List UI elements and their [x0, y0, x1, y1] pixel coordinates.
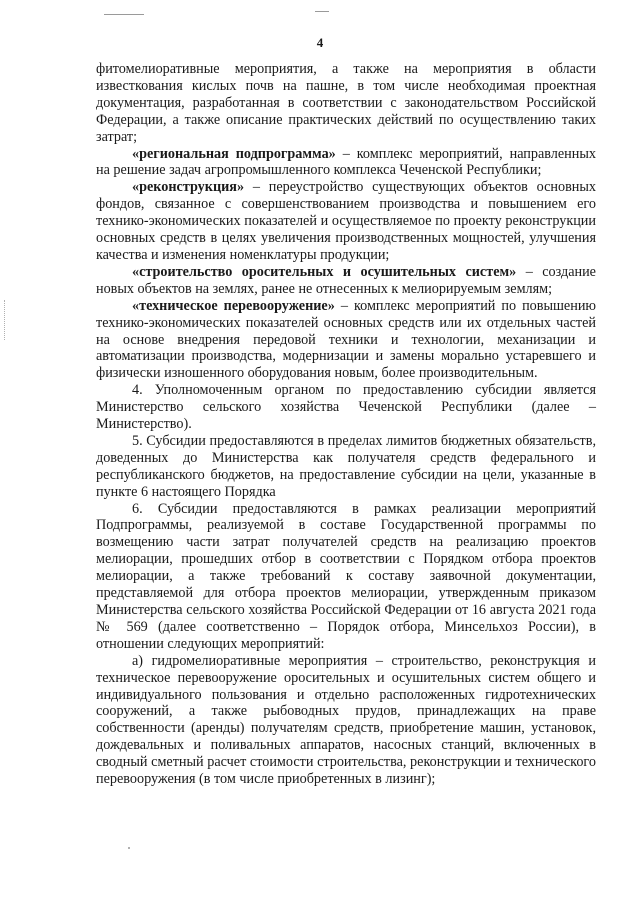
scan-speck — [128, 847, 130, 849]
paragraph-1: «региональная подпрограмма» – комплекс мероприятий, направленных на решение задач агропромышленного комплекса Чеченской Республики; — [96, 145, 596, 179]
term-bold: «региональная подпрограмма» — [132, 145, 336, 162]
document-body — [96, 61, 596, 788]
term-bold: «строительство оросительных и осушительных систем» — [132, 263, 517, 280]
paragraph-8: а) гидромелиоративные мероприятия – строительство, реконструкция и техническое перевооружение оросительных и осушительных систем общего и индивидуального пользования и отдельно расположенных гидротехнических сооружений, а также рыбоводных прудов, принадлежащих на праве собственности (аренды) получателям средств, приобретение машин, установок, дождевальных и поливальных аппаратов, насосных станций, включенных в сводный сметный расчет стоимости строительства, реконструкции и технического перевооружения (в том числе приобретенных в лизинг); — [96, 652, 596, 788]
scan-edge-mark — [4, 300, 7, 340]
scan-mark-center — [315, 11, 329, 12]
paragraph-4: «техническое перевооружение» – комплекс мероприятий по повышению технико-экономических показателей основных средств или их отдельных частей на основе внедрения передовой техники и технологии, механизации и автоматизации производства, модернизации и замены морально устаревшего и физически изношенного оборудования новым, более производительным. — [96, 297, 597, 382]
page-number: 4 — [316, 35, 324, 50]
paragraph-7: 6. Субсидии предоставляются в рамках реализации мероприятий Подпрограммы, реализуемой в составе Государственной программы по возмещению части затрат получателей средств на реализацию проектов мелиорации, прошедших отбор в соответствии с Порядком отбора проектов мелиорации, а также требований к составу заявочной документации, представляемой для отбора проектов мелиорации, утвержденным приказом Министерства сельского хозяйства Российской Федерации от 16 августа 2021 года № 569 (далее соответственно – Порядок отбора, Минсельхоз России), в отношении следующих мероприятий: — [96, 500, 596, 652]
term-bold: «техническое перевооружение» — [132, 297, 335, 314]
paragraph-0: фитомелиоративные мероприятия, а также на мероприятия в области известкования кислых почв на пашне, в том числе необходимая проектная документация, разработанная в соответствии с законодательством Российской Федерации, а также описание практических действий по осуществлению таких затрат; — [96, 61, 596, 145]
term-bold: «реконструкция» — [132, 179, 245, 196]
paragraph-5: 4. Уполномоченным органом по предоставлению субсидии является Министерство сельского хозяйства Чеченской Республики (далее – Министерство). — [96, 382, 596, 433]
paragraph-3: «строительство оросительных и осушительных систем» – создание новых объектов на землях, ранее не отнесенных к мелиорируемым землям; — [96, 263, 596, 297]
scan-mark-left — [104, 14, 144, 15]
paragraph-2: «реконструкция» – переустройство существующих объектов основных фондов, связанное с совершенствованием производства и повышением его технико-экономических показателей и осуществляемое по проекту реконструкции основных средств в целях увеличения производственных мощностей, улучшения качества и изменения номенклатуры продукции; — [96, 179, 596, 263]
paragraph-6: 5. Субсидии предоставляются в пределах лимитов бюджетных обязательств, доведенных до Министерства как получателя средств федерального и республиканского бюджетов, на предоставление субсидии на цели, указанные в пункте 6 настоящего Порядка — [96, 432, 596, 500]
